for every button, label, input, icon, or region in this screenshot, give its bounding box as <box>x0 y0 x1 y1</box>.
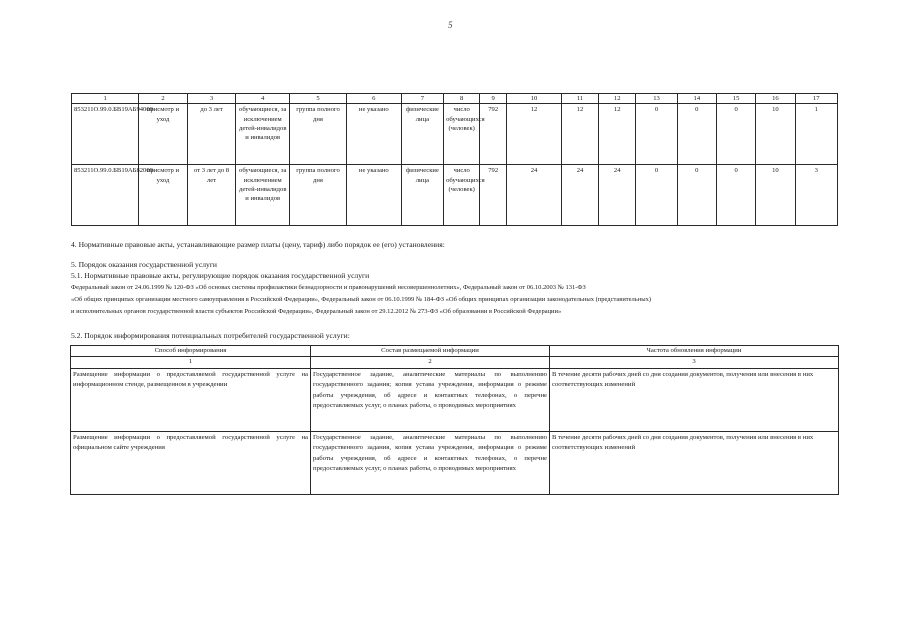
cell: число обучающихся (человек) <box>444 104 480 165</box>
table-header-row <box>71 346 839 357</box>
section-5-heading: 5. Порядок оказания государственной услуги <box>71 260 217 269</box>
cell: 0 <box>677 165 716 226</box>
cell: 0 <box>636 104 677 165</box>
col-number: 1 <box>72 94 139 104</box>
cell: 10 <box>756 104 795 165</box>
col-number: 14 <box>677 94 716 104</box>
law-line: Федеральный закон от 24.06.1999 № 120-ФЗ «Об основах системы профилактики безнадзорности и правонарушений несовершеннолетних», Федеральный закон от 06.10.2003 № 131-ФЗ <box>71 284 586 291</box>
header-method: Способ информирования <box>71 346 311 357</box>
cell: 12 <box>561 104 598 165</box>
cell: 792 <box>480 165 507 226</box>
col-number: 3 <box>187 94 236 104</box>
col-number: 3 <box>550 357 839 368</box>
informing-table <box>70 345 839 495</box>
cell: 792 <box>480 104 507 165</box>
cell: 0 <box>636 165 677 226</box>
cell-frequency: В течение десяти рабочих дней со дня создания документов, получения или внесения в них соответствующих изменений <box>550 368 839 431</box>
law-line: и исполнительных органов государственной власти субъектов Российской Федерации», Федеральный закон от 29.12.2012 № 273-ФЗ «Об образовании в Российской Федерации» <box>71 308 562 315</box>
table-row <box>71 431 839 494</box>
cell-registry-code: 853211O.99.0.БВ19АБ94000 <box>72 104 139 165</box>
col-number: 15 <box>716 94 755 104</box>
col-number: 16 <box>756 94 795 104</box>
cell: не указано <box>346 104 401 165</box>
cell: 3 <box>795 165 837 226</box>
table-row <box>71 368 839 431</box>
cell: 24 <box>599 165 636 226</box>
col-number: 12 <box>599 94 636 104</box>
table-number-row <box>71 357 839 368</box>
cell-registry-code: 853211О.99.0.БВ19АБ82000 <box>72 165 139 226</box>
table-header-row <box>72 94 838 104</box>
cell: 10 <box>756 165 795 226</box>
cell: обучающиеся, за исключением детей-инвалидов и инвалидов <box>236 104 290 165</box>
page-number: 5 <box>448 20 453 30</box>
col-number: 6 <box>346 94 401 104</box>
law-line: «Об общих принципах организации местного самоуправления в Российской Федерации», Федеральный закон от 06.10.1999 № 184-ФЗ «Об общих принципах организации законодательных (представительных) <box>71 296 651 303</box>
col-number: 17 <box>795 94 837 104</box>
col-number: 5 <box>290 94 347 104</box>
col-number: 4 <box>236 94 290 104</box>
section-4-heading: 4. Нормативные правовые акты, устанавливающие размер платы (цену, тариф) либо порядок ее (его) установления: <box>71 240 445 249</box>
cell: физические лица <box>401 104 443 165</box>
cell: 0 <box>716 165 755 226</box>
cell-frequency: В течение десяти рабочих дней со дня создания документов, получения или внесения в них соответствующих изменений <box>550 431 839 494</box>
cell: присмотр и уход <box>139 165 188 226</box>
cell-method: Размещение информации о предоставляемой государственной услуге на информационном стенде, размещенном в учреждении <box>71 368 311 431</box>
col-number: 7 <box>401 94 443 104</box>
cell-method: Размещение информации о предоставляемой государственной услуге на официальном сайте учреждения <box>71 431 311 494</box>
col-number: 2 <box>311 357 550 368</box>
cell: число обучающихся (человек) <box>444 165 480 226</box>
col-number: 8 <box>444 94 480 104</box>
cell: до 3 лет <box>187 104 236 165</box>
section-5-2-heading: 5.2. Порядок информирования потенциальных потребителей государственной услуги: <box>71 331 350 340</box>
cell: 0 <box>716 104 755 165</box>
col-number: 2 <box>139 94 188 104</box>
cell: физические лица <box>401 165 443 226</box>
cell: группа полного дня <box>290 104 347 165</box>
table-row <box>72 104 838 165</box>
cell: 0 <box>677 104 716 165</box>
col-number: 9 <box>480 94 507 104</box>
cell: не указано <box>346 165 401 226</box>
col-number: 10 <box>507 94 562 104</box>
cell: 1 <box>795 104 837 165</box>
cell: 12 <box>599 104 636 165</box>
header-frequency: Частота обновления информации <box>550 346 839 357</box>
header-content: Состав размещаемой информации <box>311 346 550 357</box>
indicators-table <box>71 93 838 226</box>
cell: группа полного дня <box>290 165 347 226</box>
cell: 24 <box>507 165 562 226</box>
col-number: 1 <box>71 357 311 368</box>
cell-content: Государственное задание, аналитические материалы по выполнению государственного задания; копия устава учреждения, информация о режиме работы учреждения, об адресе и контактных телефонах, о перечне предоставляемых услуг, о планах работы, о проводимых мероприятиях <box>311 368 550 431</box>
section-5-1-heading: 5.1. Нормативные правовые акты, регулирующие порядок оказания государственной услуги <box>71 271 370 280</box>
col-number: 13 <box>636 94 677 104</box>
cell: 12 <box>507 104 562 165</box>
cell: обучающиеся, за исключением детей-инвалидов и инвалидов <box>236 165 290 226</box>
cell: от 3 лет до 8 лет <box>187 165 236 226</box>
cell: присмотр и уход <box>139 104 188 165</box>
cell-content: Государственное задание, аналитические материалы по выполнению государственного задания, копия устава учреждения, информация о режиме работы учреждения, об адресе и контактных телефонах, о перечне предоставляемых услуг, о планах работы, о проводимых мероприятиях <box>311 431 550 494</box>
cell: 24 <box>561 165 598 226</box>
table-row <box>72 165 838 226</box>
col-number: 11 <box>561 94 598 104</box>
